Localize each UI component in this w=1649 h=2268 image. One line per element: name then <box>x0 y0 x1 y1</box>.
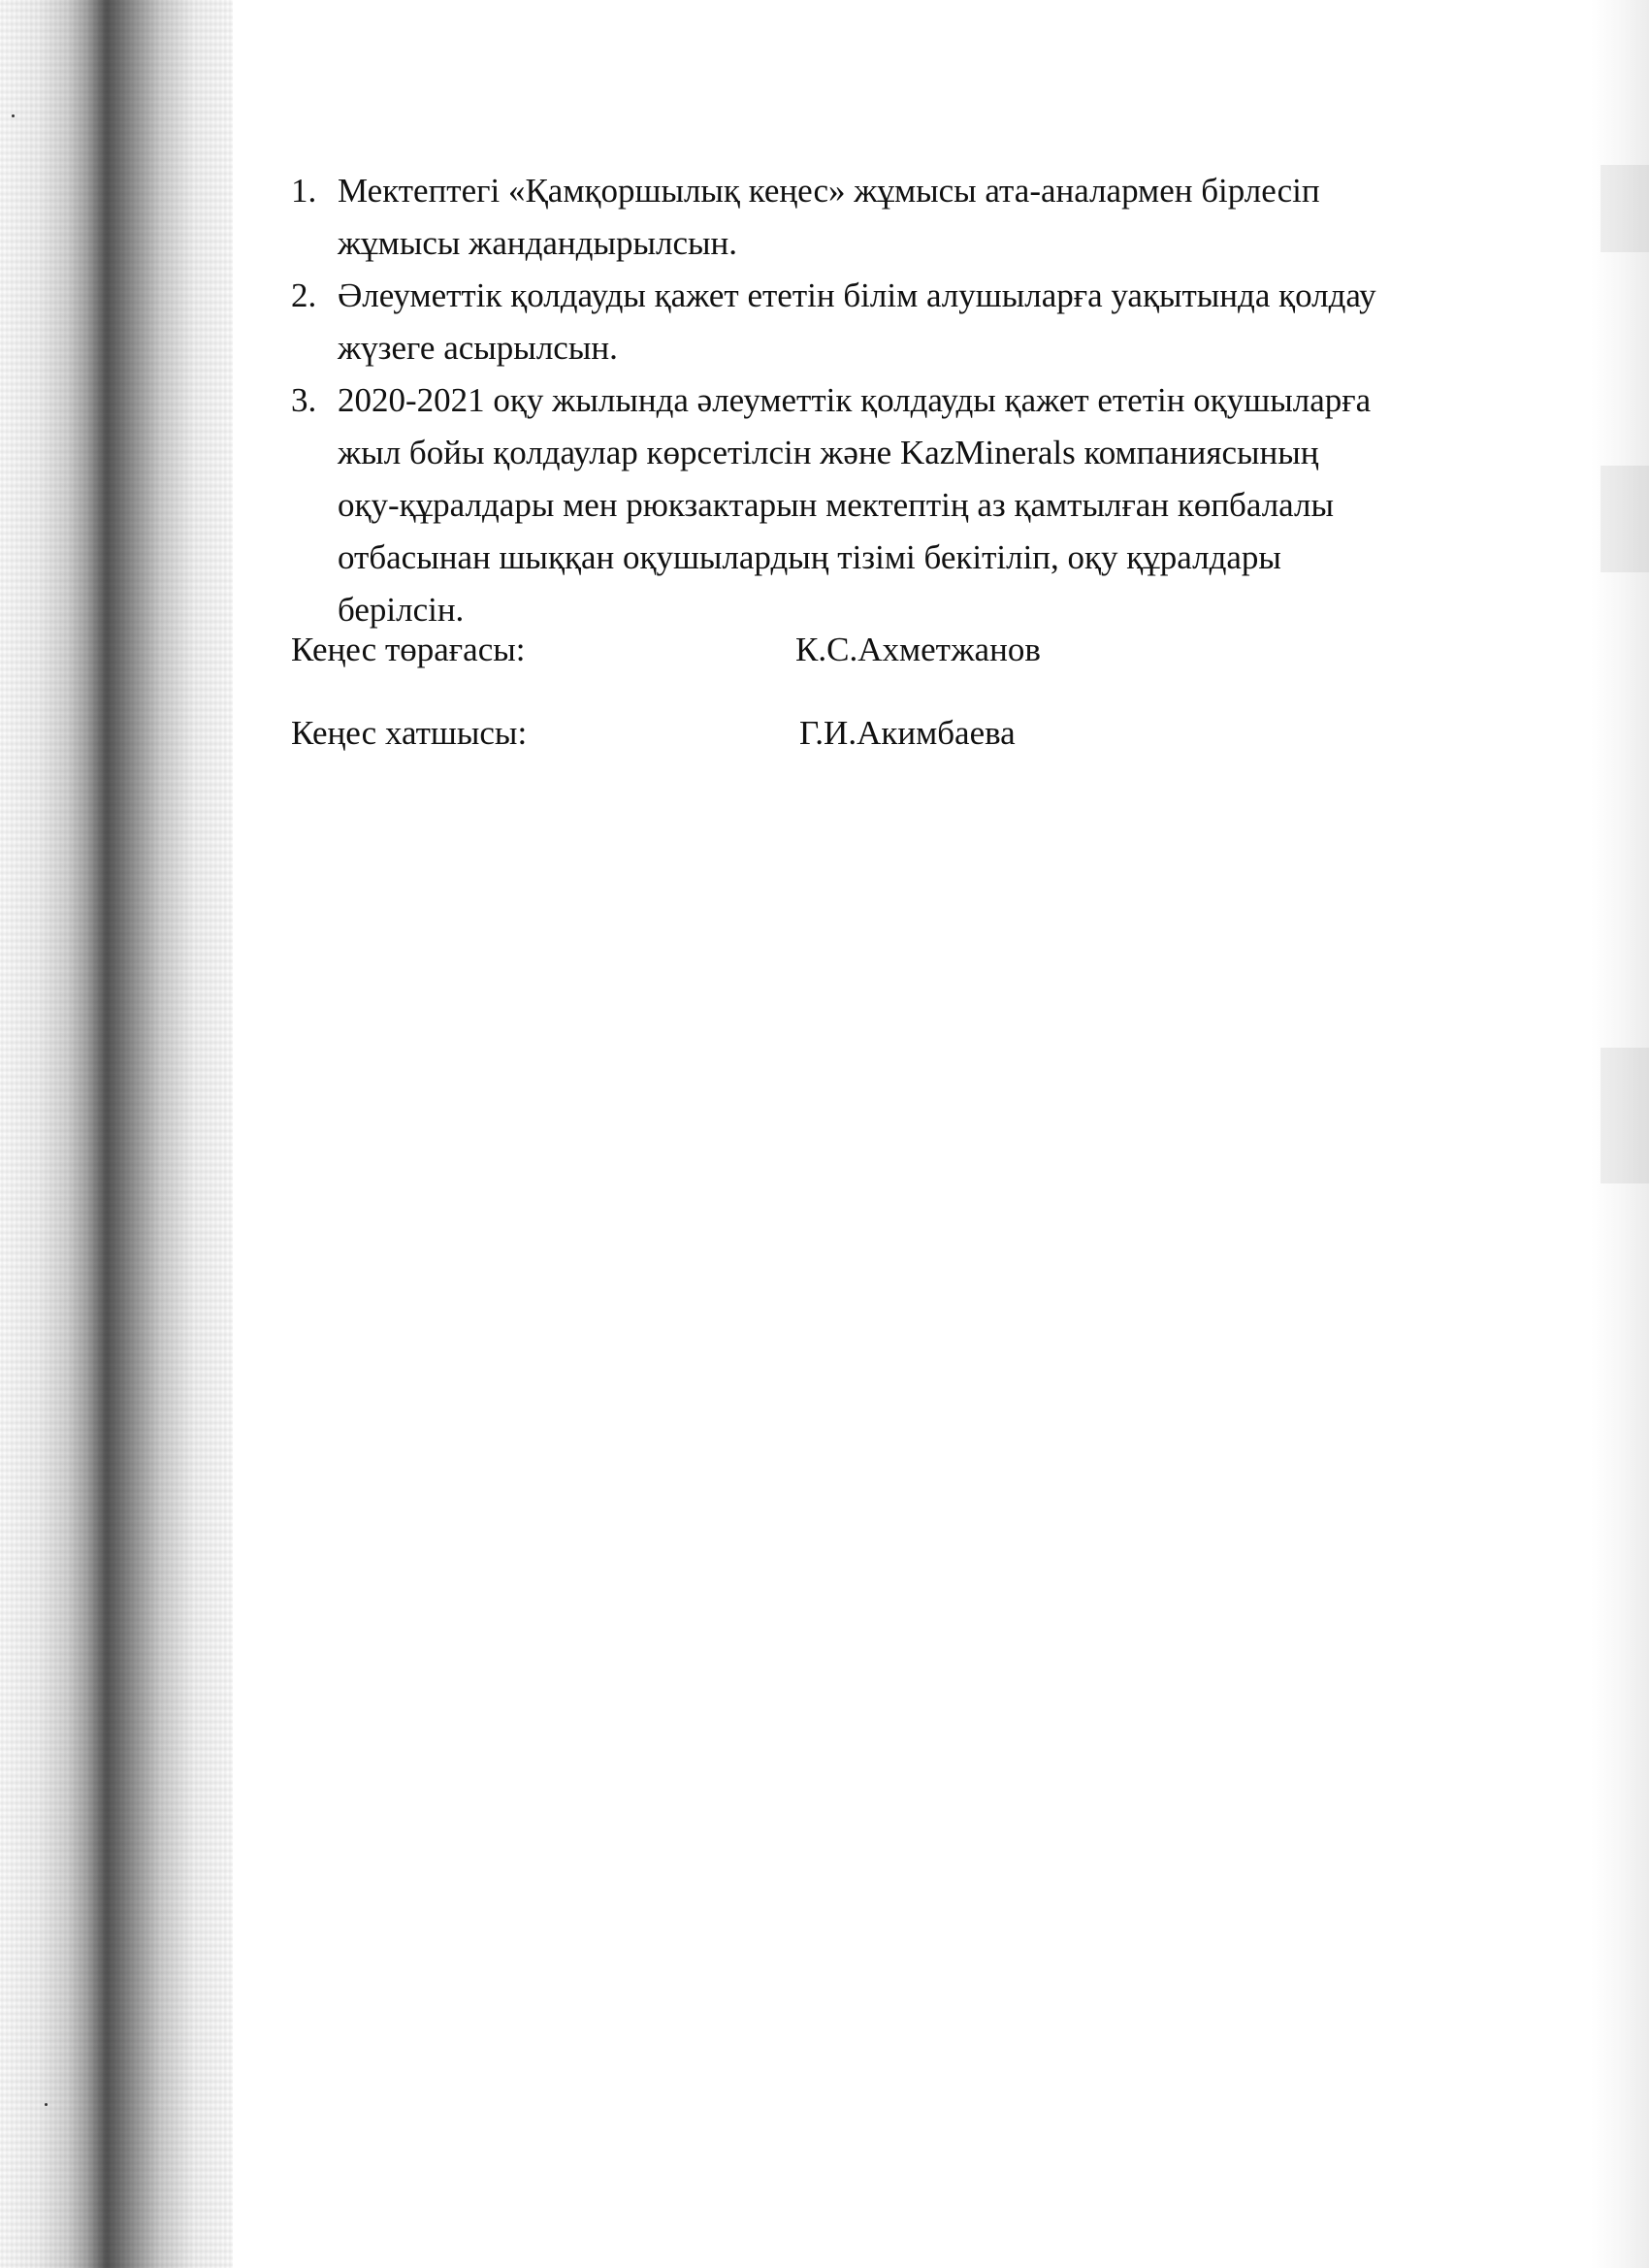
item-number: 3. <box>291 381 317 419</box>
scan-speck <box>12 114 15 117</box>
decision-item-3 <box>291 374 1494 636</box>
item-line: жүзеге асырылсын. <box>338 329 618 367</box>
item-line: отбасынан шыққан оқушылардың тізімі бекітіліп, оқу құралдары <box>338 538 1281 576</box>
decision-list <box>291 165 1494 636</box>
item-line: жыл бойы қолдаулар көрсетілсін және KazMinerals компаниясының <box>338 434 1319 471</box>
scan-artifact <box>1600 466 1649 572</box>
scan-artifact <box>1600 165 1649 252</box>
secretary-signature <box>291 714 1261 790</box>
signature-block <box>291 631 1261 782</box>
item-number: 2. <box>291 276 317 314</box>
item-number: 1. <box>291 172 317 210</box>
scanner-shadow-left <box>0 0 233 2268</box>
item-line: Мектептегі «Қамқоршылық кеңес» жұмысы ата-аналармен бірлесіп <box>338 172 1320 210</box>
scan-speck <box>45 2103 48 2106</box>
secretary-name: Г.И.Акимбаева <box>799 714 1016 752</box>
chair-role: Кеңес төрағасы: <box>291 631 526 668</box>
item-line: оқу-құралдары мен рюкзактарын мектептің аз қамтылған көпбалалы <box>338 486 1334 524</box>
chair-name: К.С.Ахметжанов <box>795 631 1041 668</box>
item-line: Әлеуметтік қолдауды қажет ететін білім алушыларға уақытында қолдау <box>338 276 1376 314</box>
decision-item-2 <box>291 270 1494 374</box>
scan-artifact <box>1600 1048 1649 1183</box>
item-line: берілсін. <box>338 591 465 629</box>
item-line: 2020-2021 оқу жылында әлеуметтік қолдауды қажет ететін оқушыларға <box>338 381 1372 419</box>
chair-signature <box>291 631 1261 706</box>
decision-item-1 <box>291 165 1494 270</box>
item-line: жұмысы жандандырылсын. <box>338 224 738 262</box>
secretary-role: Кеңес хатшысы: <box>291 714 528 752</box>
